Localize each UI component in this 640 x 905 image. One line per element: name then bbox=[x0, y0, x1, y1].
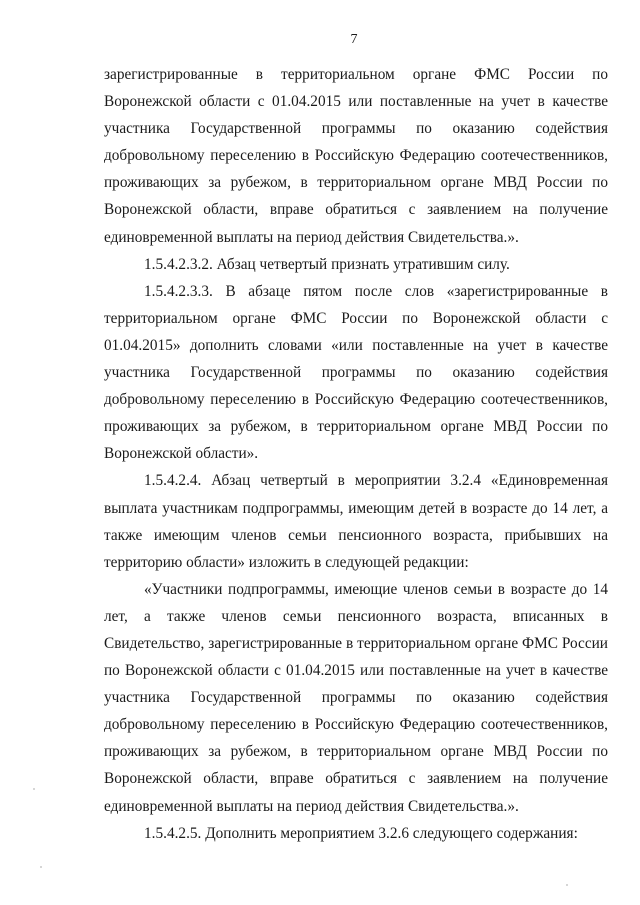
paragraph-1-5-4-2-3-2: 1.5.4.2.3.2. Абзац четвертый признать утратившим силу. bbox=[144, 255, 510, 273]
scan-speck bbox=[566, 884, 568, 886]
page-number: 7 bbox=[350, 32, 358, 47]
scan-speck bbox=[40, 866, 42, 868]
paragraph-1-5-4-2-3-3: 1.5.4.2.3.3. В абзаце пятом после слов «зарегистрированные в территориальном органе ФМС России по Воронежской области с 01.04.2015» дополнить словами «или поставленные на учет в качестве участника Государственной программы по оказанию содействия добровольному переселению в Российскую Федерацию соотечественников, проживающих за рубежом, в территориальном органе МВД России по Воронежской области». bbox=[104, 282, 608, 463]
paragraph-quoted-text: «Участники подпрограммы, имеющие членов семьи в возрасте до 14 лет, а также членов семьи пенсионного возраста, вписанных в Свидетельство, зарегистрированные в территориальном органе ФМС России по Воронежской области с 01.04.2015 или поставленные на учет в качестве участника Государственной программы по оказанию содействия добровольному переселению в Российскую Федерацию соотечественников, проживающих за рубежом, в территориальном органе МВД России по Воронежской области, вправе обратиться с заявлением на получение единовременной выплаты на период действия Свидетельства.». bbox=[104, 580, 608, 815]
paragraph-1-5-4-2-5: 1.5.4.2.5. Дополнить мероприятием 3.2.6 следующего содержания: bbox=[144, 824, 578, 842]
paragraph-1-5-4-2-4: 1.5.4.2.4. Абзац четвертый в мероприятии 3.2.4 «Единовременная выплата участникам подпрограммы, имеющим детей в возрасте до 14 лет, а также имеющим членов семьи пенсионного возраста, прибывших на территорию области» изложить в следующей редакции: bbox=[104, 472, 608, 571]
scan-speck bbox=[33, 788, 35, 790]
paragraph-continuation: зарегистрированные в территориальном органе ФМС России по Воронежской области с 01.04.2015 или поставленные на учет в качестве участника Государственной программы по оказанию содействия добровольному переселению в Российскую Федерацию соотечественников, проживающих за рубежом, в территориальном органе МВД России по Воронежской области, вправе обратиться с заявлением на получение единовременной выплаты на период действия Свидетельства.». bbox=[104, 66, 608, 246]
document-body bbox=[104, 61, 608, 847]
